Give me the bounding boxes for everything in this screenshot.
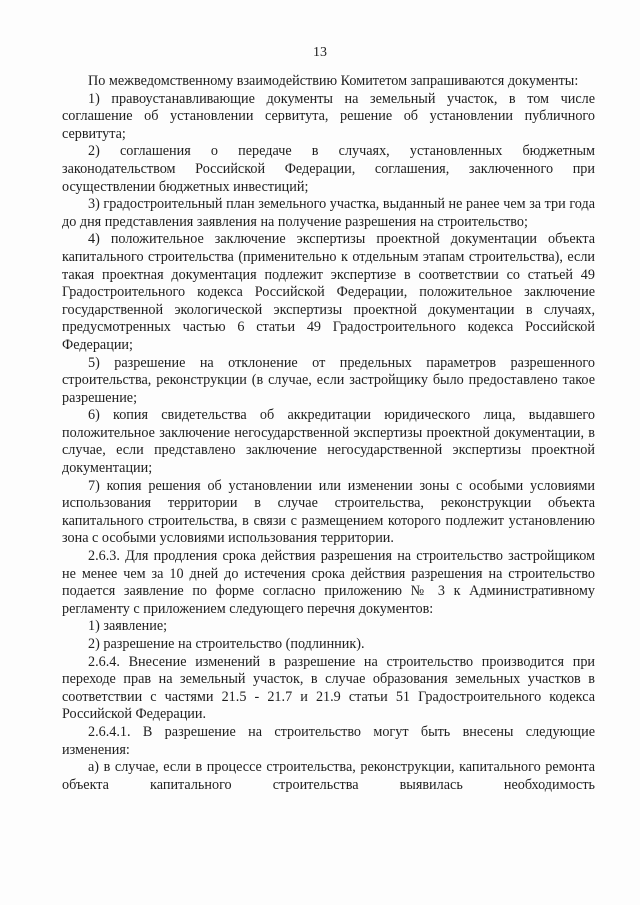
list-item-7: 7) копия решения об установлении или изменении зоны с особыми условиями использования территории в случае строительства, реконструкции объекта капитального строительства, в связи с размещением которого подлежит установлению зона с особыми условиями использования территории. [62, 477, 595, 547]
list-item-5: 5) разрешение на отклонение от предельных параметров разрешенного строительства, реконструкции (в случае, если застройщику было предоставлено такое разрешение; [62, 354, 595, 406]
list-item-6: 6) копия свидетельства об аккредитации юридического лица, выдавшего положительное заключение негосударственной экспертизы проектной документации, в случае, если представлено заключение негосударственной экспертизы проектной документации; [62, 407, 595, 477]
section-2-6-3: 2.6.3. Для продления срока действия разрешения на строительство застройщиком не менее чем за 10 дней до истечения срока действия разрешения на строительство подается заявление по форме согласно приложению № 3 к Административному регламенту с приложением следующего перечня документов: [62, 548, 595, 617]
page-number: 13 [313, 45, 327, 60]
list-item-2: 2) соглашения о передаче в случаях, установленных бюджетным законодательством Российской Федерации, соглашения, заключенного при осуществлении бюджетных инвестиций; [62, 143, 595, 195]
paragraph-intro: По межведомственному взаимодействию Комитетом запрашиваются документы: [88, 73, 579, 89]
section-2-6-4: 2.6.4. Внесение изменений в разрешение на строительство производится при переходе прав на земельный участок, в случае образования земельных участков в соответствии с частями 21.5 - 21.7 и 21.9 статьи 51 Градостроительного кодекса Российской Федерации. [62, 653, 595, 723]
list-item-4: 4) положительное заключение экспертизы проектной документации объекта капитального строительства (применительно к отдельным этапам строительства), если такая проектная документация подлежит экспертизе в соответствии со статьей 49 Градостроительного кодекса Российской Федерации, положительное заключение государственной экологической экспертизы проектной документации в случаях, предусмотренных частью 6 статьи 49 Градостроительного кодекса Российской Федерации; [62, 231, 595, 353]
document-body [62, 73, 595, 794]
list-item-1: 1) правоустанавливающие документы на земельный участок, в том числе соглашение об установлении сервитута, решение об установлении публичного сервитута; [62, 90, 595, 142]
list-item-3: 3) градостроительный план земельного участка, выданный не ранее чем за три года до дня представления заявления на получение разрешения на строительство; [62, 196, 595, 230]
section-2-6-3-item-1: 1) заявление; [88, 618, 168, 635]
section-2-6-4-1-item-a: а) в случае, если в процессе строительства, реконструкции, капитального ремонта объекта капитального строительства выявилась необходимость [62, 759, 595, 793]
section-2-6-3-item-2: 2) разрешение на строительство (подлинник). [88, 636, 365, 652]
section-2-6-4-1: 2.6.4.1. В разрешение на строительство могут быть внесены следующие изменения: [62, 723, 595, 758]
